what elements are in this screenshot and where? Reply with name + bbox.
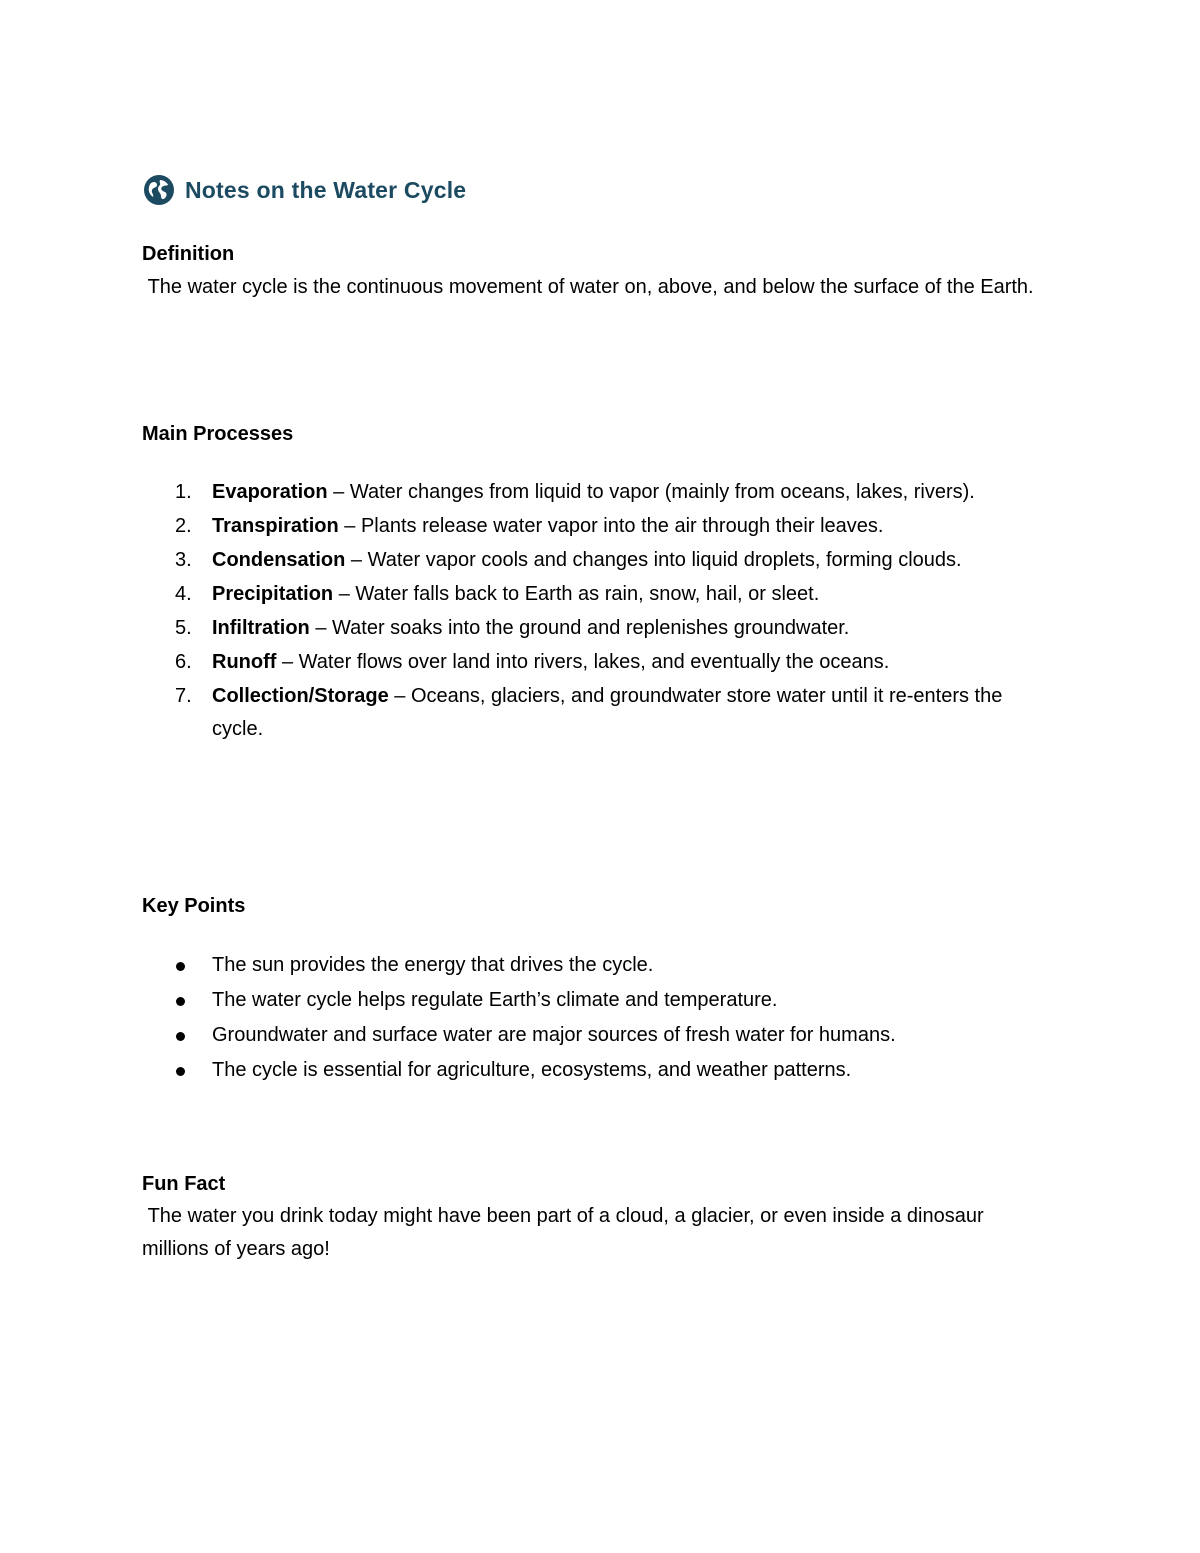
item-term: Collection/Storage xyxy=(212,685,389,707)
definition-text: The water cycle is the continuous movement of water on, above, and below the surface of the Earth. xyxy=(142,276,1034,298)
item-term: Transpiration xyxy=(212,515,339,537)
item-number: 4. xyxy=(175,583,192,605)
page-title xyxy=(143,172,466,208)
item-number: 1. xyxy=(175,481,192,503)
item-number: 3. xyxy=(175,549,192,571)
item-term: Infiltration xyxy=(212,617,310,639)
bullet-icon xyxy=(176,962,185,971)
item-number: 5. xyxy=(175,617,192,639)
list-item xyxy=(142,1054,1022,1087)
bullet-icon xyxy=(176,997,185,1006)
list-item xyxy=(142,949,1022,982)
list-item xyxy=(142,476,1022,509)
item-description: – Plants release water vapor into the air through their leaves. xyxy=(338,515,884,537)
bullet-icon xyxy=(176,1032,185,1041)
fun-fact-heading: Fun Fact xyxy=(142,1173,226,1195)
item-term: Runoff xyxy=(212,651,277,673)
item-description: – Water flows over land into rivers, lakes, and eventually the oceans. xyxy=(276,651,890,673)
item-term: Evaporation xyxy=(212,481,328,503)
item-description: – Water changes from liquid to vapor (mainly from oceans, lakes, rivers). xyxy=(327,481,975,503)
list-item xyxy=(142,544,1022,577)
list-item xyxy=(142,984,1022,1017)
item-text: Groundwater and surface water are major sources of fresh water for humans. xyxy=(212,1024,896,1046)
processes-list xyxy=(142,476,1022,747)
title-text: Notes on the Water Cycle xyxy=(185,176,467,203)
list-item xyxy=(142,578,1022,611)
list-item xyxy=(142,1019,1022,1052)
item-text: The sun provides the energy that drives the cycle. xyxy=(212,954,654,976)
globe-icon xyxy=(143,174,175,206)
key-points-heading: Key Points xyxy=(142,895,246,917)
item-description: – Water vapor cools and changes into liquid droplets, forming clouds. xyxy=(345,549,962,571)
list-item xyxy=(142,510,1022,543)
item-number: 7. xyxy=(175,685,192,707)
fun-fact-text: The water you drink today might have been part of a cloud, a glacier, or even inside a dinosaur millions of years ago! xyxy=(142,1205,990,1260)
main-processes-heading: Main Processes xyxy=(142,423,294,445)
list-item xyxy=(142,646,1022,679)
key-points-list xyxy=(142,949,1022,1089)
item-number: 6. xyxy=(175,651,192,673)
item-description: – Oceans, glaciers, and groundwater store water until it re-enters the cycle. xyxy=(212,685,1003,740)
item-number: 2. xyxy=(175,515,192,537)
definition-heading: Definition xyxy=(142,243,235,265)
bullet-icon xyxy=(176,1067,185,1076)
item-text: The cycle is essential for agriculture, ecosystems, and weather patterns. xyxy=(212,1059,852,1081)
item-description: – Water soaks into the ground and replenishes groundwater. xyxy=(309,617,850,639)
list-item xyxy=(142,680,1022,746)
item-term: Precipitation xyxy=(212,583,334,605)
item-term: Condensation xyxy=(212,549,346,571)
item-text: The water cycle helps regulate Earth’s climate and temperature. xyxy=(212,989,778,1011)
list-item xyxy=(142,612,1022,645)
item-description: – Water falls back to Earth as rain, snow, hail, or sleet. xyxy=(333,583,820,605)
